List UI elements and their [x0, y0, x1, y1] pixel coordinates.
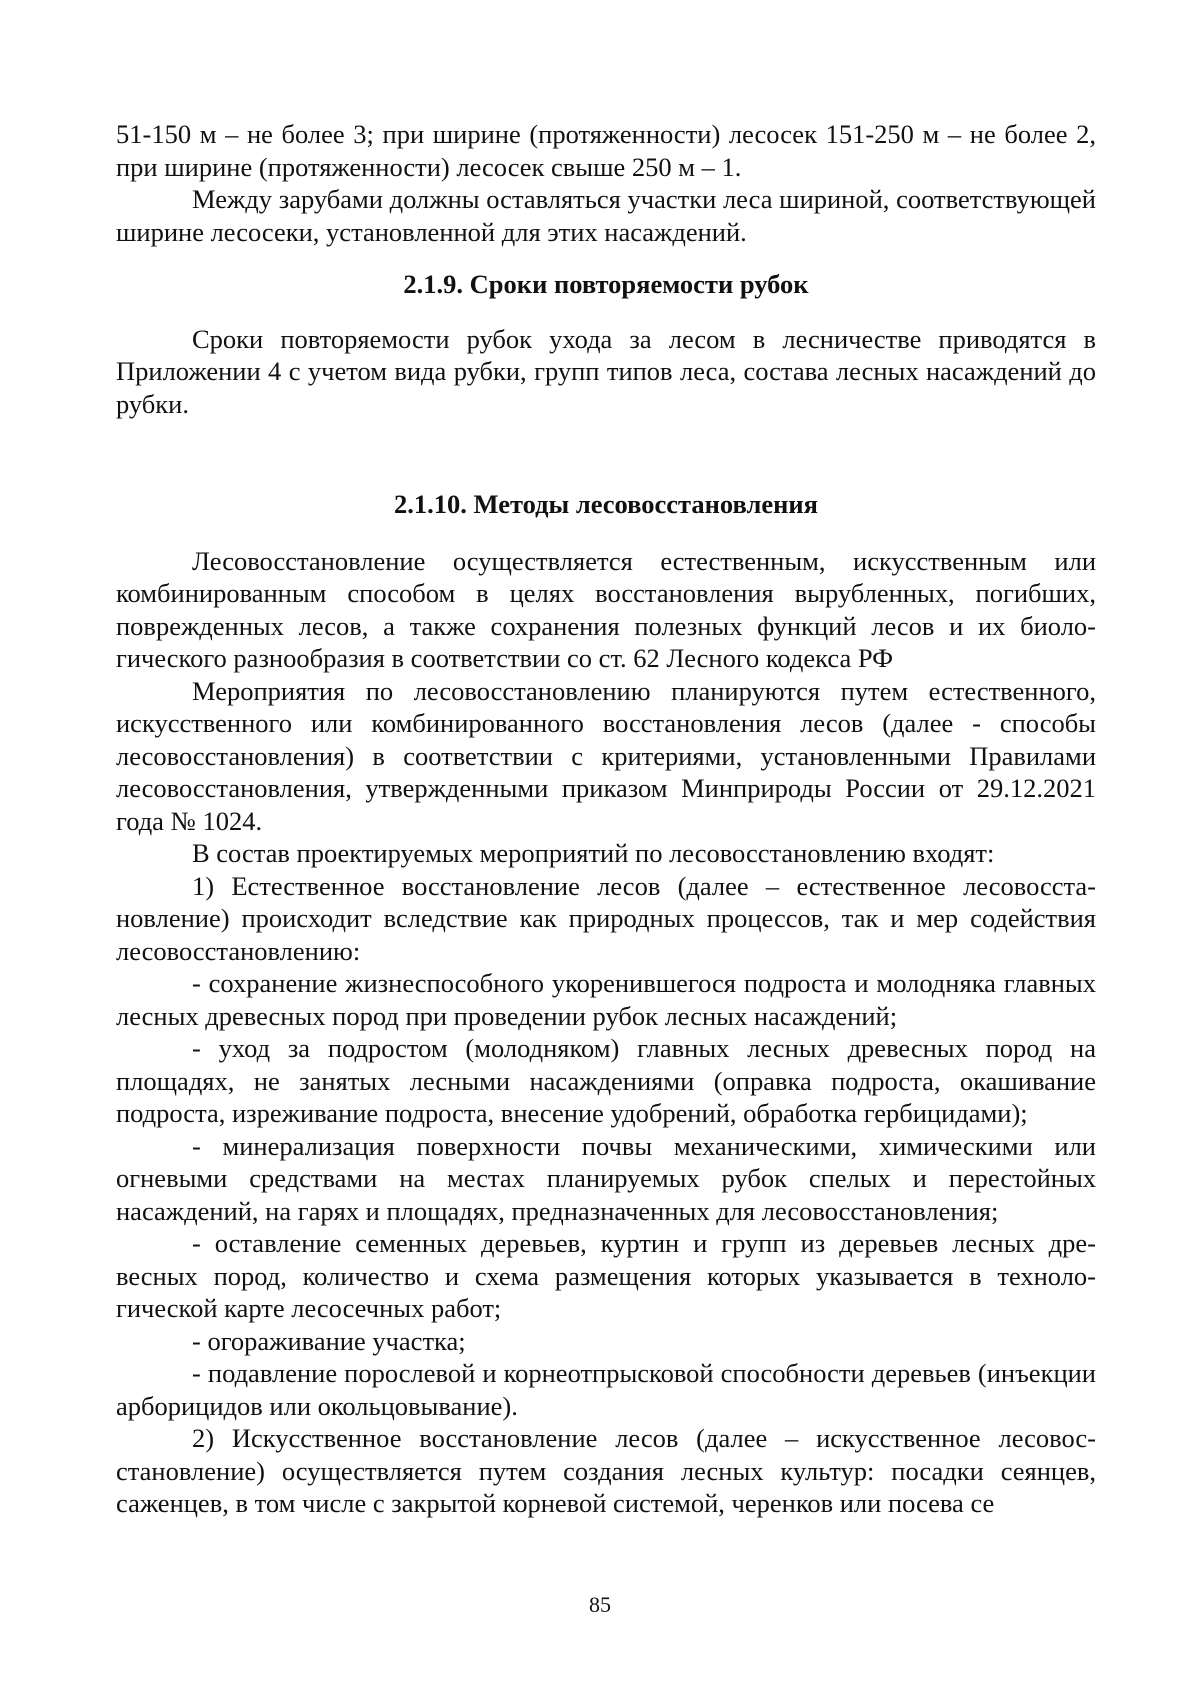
section-heading: 2.1.9. Сроки повторяемости рубок	[403, 269, 809, 299]
paragraph: Между зарубами должны оставляться участки леса шириной, соответствующей ширине лесосеки, установленной для этих насаждений.	[116, 184, 1096, 247]
section-heading: 2.1.10. Методы лесовосстановления	[394, 489, 818, 519]
paragraph: В состав проектируемых мероприятий по лесовосстановлению входят:	[192, 838, 995, 868]
paragraph: Лесовосстановление осуществляется естественным, искусственным или комбинированным способом в целях восстановления вырубленных, погибших, поврежденных лесов, а также сохранения полезных функций лесов и их биологического разнообразия в соответствии со ст. 62 Лесного кодекса РФ	[116, 545, 1096, 673]
paragraph: Сроки повторяемости рубок ухода за лесом в лесничестве приводятся в Приложении 4 с учетом вида рубки, групп типов леса, состава лесных насаждений до рубки.	[116, 323, 1096, 419]
list-item: - минерализация поверхности почвы механическими, химическими или огневыми средствами на местах планируемых рубок спелых и перестойных насаждений, на гарях и площадях, предназначенных для лесовосстановления;	[116, 1130, 1096, 1226]
paragraph: Мероприятия по лесовосстановлению планируются путем естественного, искусственного или комбинированного восстановления лесов (далее - способы лесовосстановления) в соответствии с критериями, установленными Правилами лесовосстановления, утвержденными приказом Минприроды России от 29.12.2021 года № 1024.	[116, 675, 1096, 836]
list-item: - подавление порослевой и корнеотпрысковой способности деревьев (инъекции арборицидов или окольцовывание).	[116, 1358, 1096, 1421]
paragraph: 51-150 м – не более 3; при ширине (протяженности) лесосек 151-250 м – не более 2, при ширине (протяженности) лесосек свыше 250 м – 1.	[116, 119, 1096, 182]
document-page	[116, 118, 1096, 1520]
list-intro: 2) Искусственное восстановление лесов (далее – искусственное лесовосстановление) осуществляется путем создания лесных культур: посадки сеянцев, саженцев, в том числе с закрытой корневой системой, черенков или посева се	[116, 1423, 1096, 1518]
list-intro: 1) Естественное восстановление лесов (далее – естественное лесовосстановление) происходит вследствие как природных процессов, так и мер содействия лесовосстановлению:	[116, 870, 1096, 966]
list-item: - уход за подростом (молодняком) главных лесных древесных пород на площадях, не занятых лесными насаждениями (оправка подроста, окашивание подроста, изреживание подроста, внесение удобрений, обработка гербицидами);	[116, 1033, 1096, 1128]
list-item: - сохранение жизнеспособного укоренившегося подроста и молодняка главных лесных древесных пород при проведении рубок лесных насаждений;	[116, 968, 1096, 1031]
list-item: - оставление семенных деревьев, куртин и групп из деревьев лесных древесных пород, количество и схема размещения которых указывается в технологической карте лесосечных работ;	[116, 1228, 1096, 1323]
list-item: - огораживание участка;	[192, 1325, 466, 1356]
page-number: 85	[589, 1592, 611, 1617]
